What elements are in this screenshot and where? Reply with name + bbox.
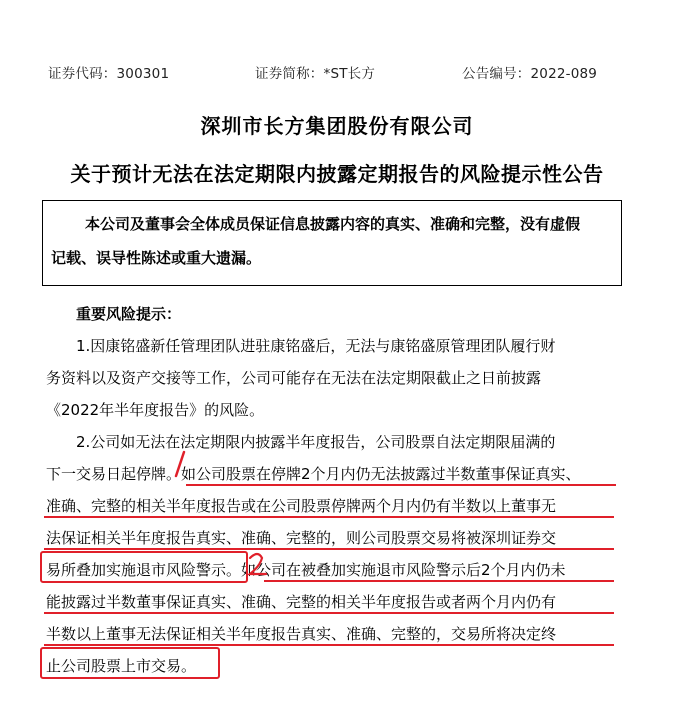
red-underline-3 [44, 548, 614, 550]
red-underline-1 [186, 484, 616, 486]
security-code: 证券代码：300301 [48, 66, 170, 82]
red-box-termination [40, 647, 220, 679]
red-underline-2 [44, 516, 614, 518]
board-statement-line-1: 本公司及董事会全体成员保证信息披露内容的真实、准确和完整，没有虚假 [85, 215, 581, 233]
announcement-title: 关于预计无法在法定期限内披露定期报告的风险提示性公告 [70, 162, 604, 186]
red-numeral-2-mark [242, 548, 272, 582]
item2-line-2: 下一交易日起停牌。如公司股票在停牌2个月内仍无法披露过半数董事保证真实、 [46, 465, 581, 483]
red-underline-5 [44, 612, 614, 614]
board-statement-line-2: 记载、误导性陈述或重大遗漏。 [51, 249, 262, 267]
item2-line-8: 止公司股票上市交易。 [46, 657, 197, 675]
section-heading: 重要风险提示： [76, 305, 182, 323]
item2-line-1: 2.公司如无法在法定期限内披露半年度报告，公司股票自法定期限届满的 [76, 433, 556, 451]
company-name: 深圳市长方集团股份有限公司 [200, 114, 474, 138]
item2-line-5: 易所叠加实施退市风险警示。如公司在被叠加实施退市风险警示后2个月内仍未 [46, 561, 566, 579]
board-statement-box [42, 200, 622, 286]
security-name: 证券简称：*ST长方 [255, 66, 376, 82]
item2-line-4: 法保证相关半年度报告真实、准确、完整的，则公司股票交易将被深圳证券交 [46, 529, 557, 547]
announcement-number: 公告编号：2022-089 [462, 66, 598, 82]
item1-line-2: 务资料以及资产交接等工作，公司可能存在无法在法定期限截止之日前披露 [46, 369, 542, 387]
item2-line-6: 能披露过半数董事保证真实、准确、完整的相关半年度报告或者两个月内仍有 [46, 593, 557, 611]
red-underline-4 [264, 580, 614, 582]
item2-line-3: 准确、完整的相关半年度报告或在公司股票停牌两个月内仍有半数以上董事无 [46, 497, 557, 515]
red-box-delisting-warning [40, 551, 248, 583]
item1-line-1: 1.因康铭盛新任管理团队进驻康铭盛后，无法与康铭盛原管理团队履行财 [76, 337, 556, 355]
item2-line-7: 半数以上董事无法保证相关半年度报告真实、准确、完整的，交易所将决定终 [46, 625, 557, 643]
red-underline-6 [44, 644, 614, 646]
red-slash-mark [170, 450, 190, 480]
item1-line-3: 《2022年半年度报告》的风险。 [46, 401, 265, 419]
